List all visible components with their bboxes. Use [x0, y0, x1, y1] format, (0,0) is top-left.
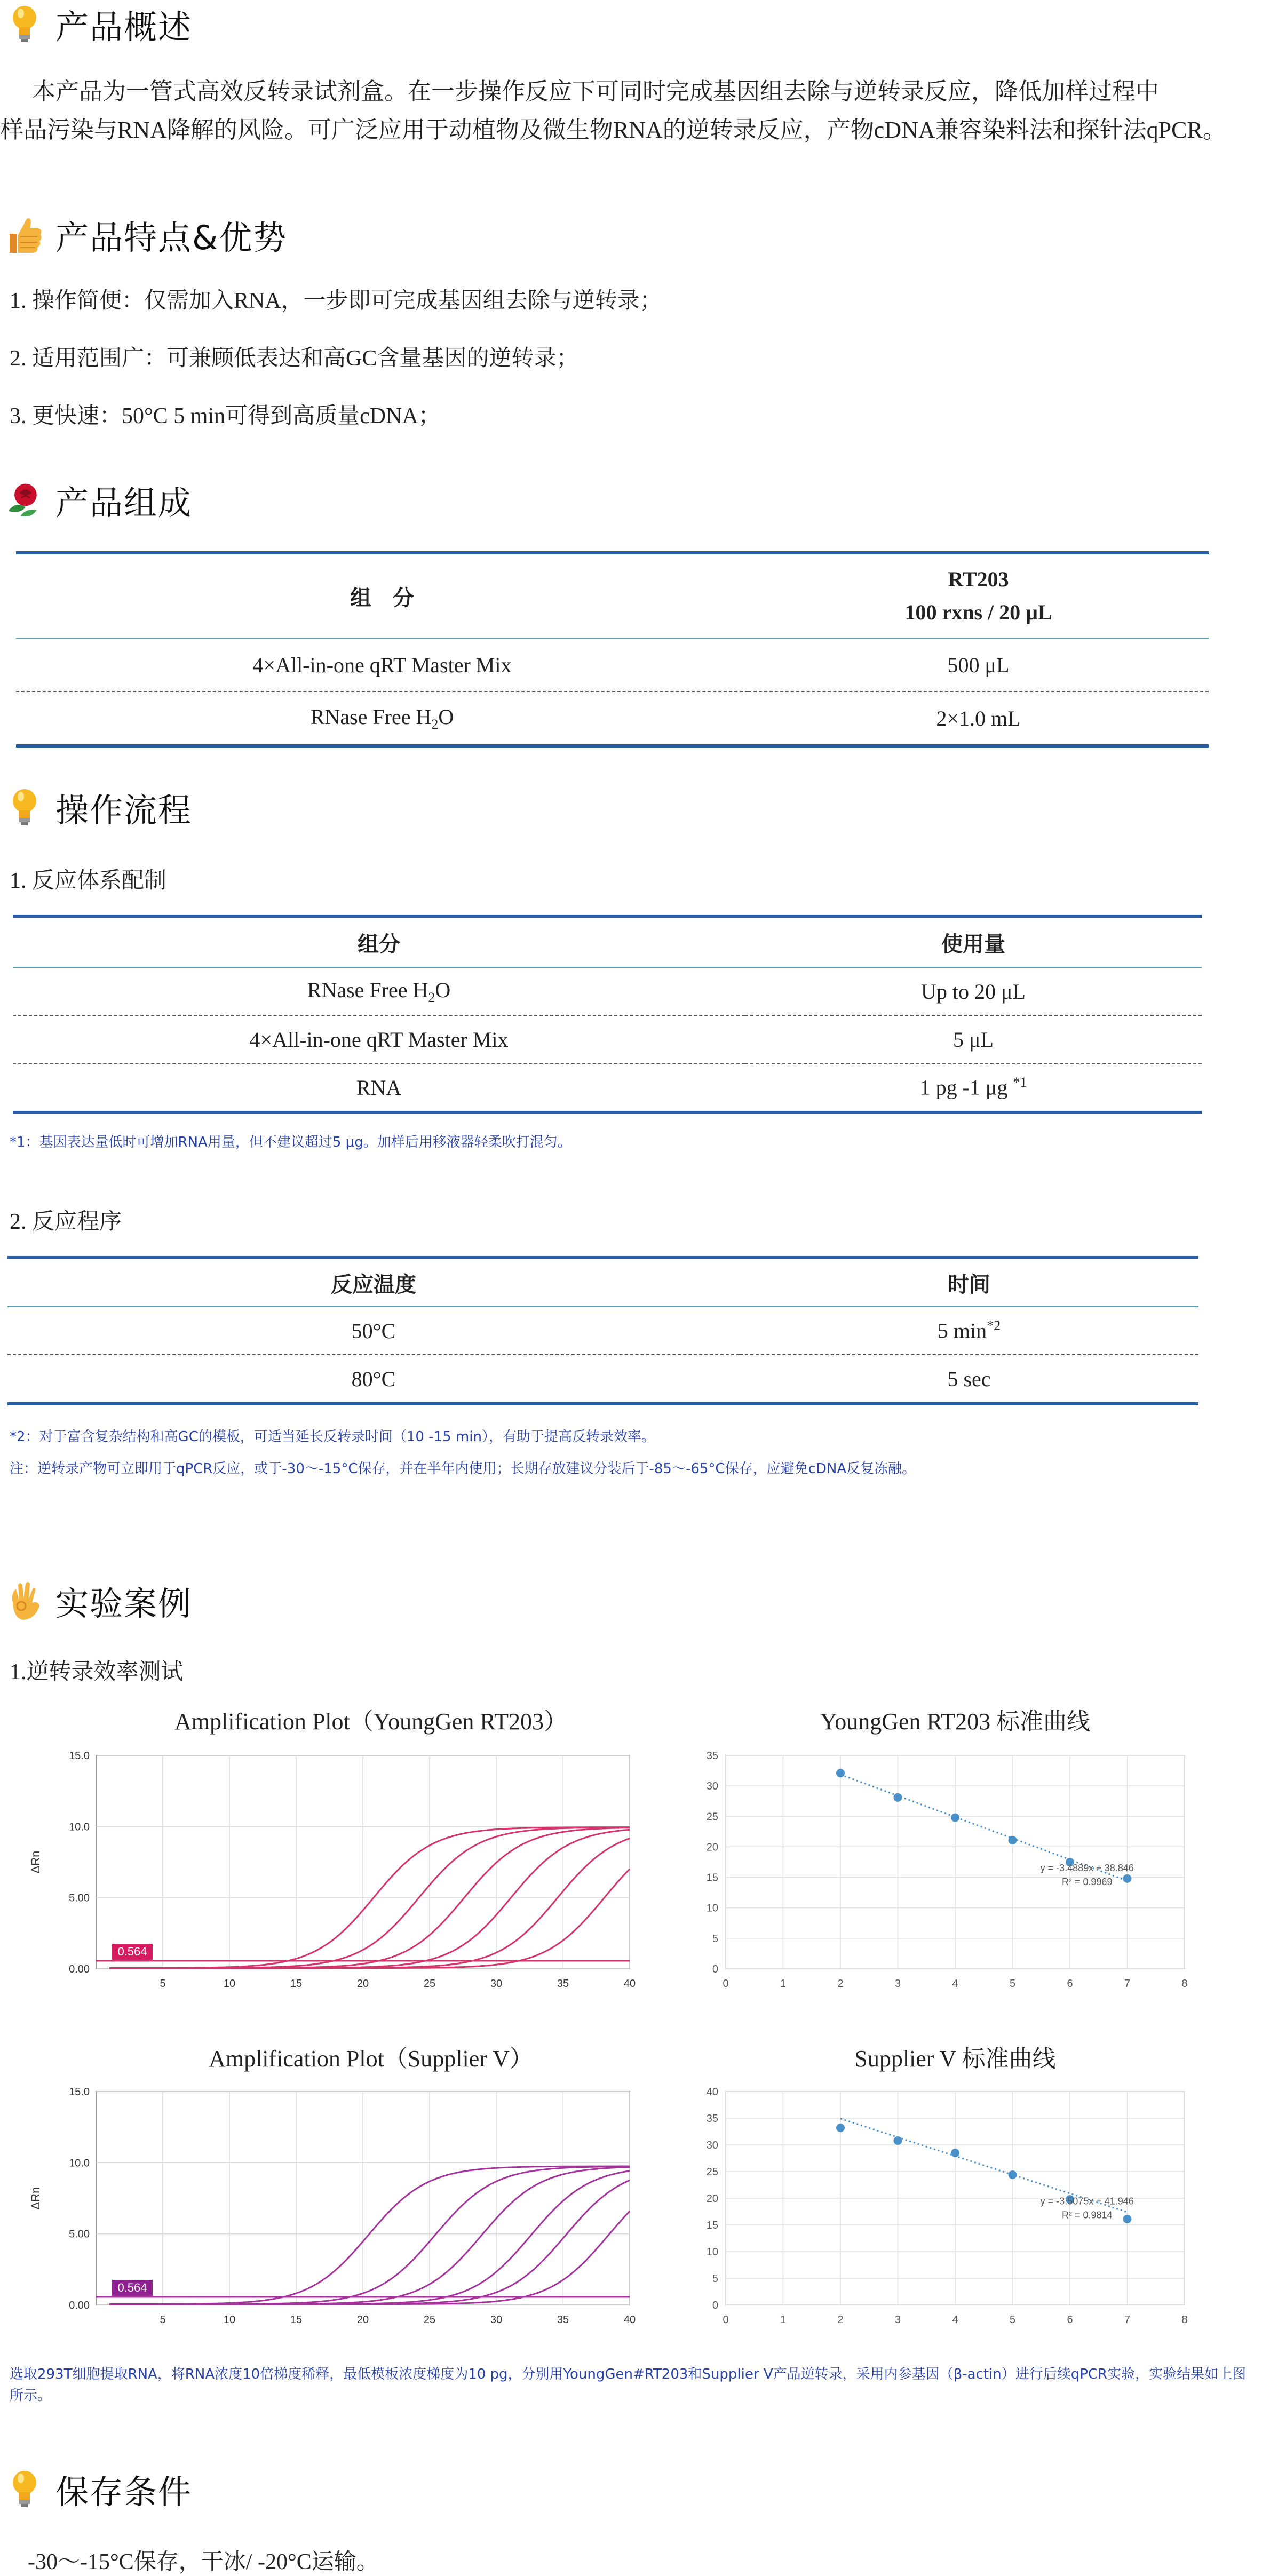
y-tick-label: 10 — [706, 2246, 718, 2258]
y-tick-label: 15.0 — [69, 1750, 90, 1762]
table-row — [7, 1355, 1198, 1404]
trendline-equation: y = -3.5075x + 41.946 — [1040, 2196, 1134, 2207]
x-tick-label: 30 — [490, 1978, 503, 1990]
table-header-row — [7, 1258, 1198, 1307]
list-item: 2. 适用范围广：可兼顾低表达和高GC含量基因的逆转录； — [10, 346, 579, 371]
data-point — [894, 1793, 902, 1802]
list-item: 1. 操作简便：仅需加入RNA，一步即可完成基因组去除与逆转录； — [10, 289, 662, 313]
list-item: 3. 更快速：50°C 5 min可得到高质量cDNA； — [10, 404, 441, 428]
overview-paragraph — [0, 73, 1278, 149]
y-axis-label: ΔRn — [29, 2187, 42, 2210]
subsection-title: 1. 反应体系配制 — [10, 869, 167, 893]
y-tick-label: 0.00 — [69, 1963, 90, 1975]
component-name: 4×All-in-one qRT Master Mix — [249, 1027, 509, 1052]
y-tick-label: 5 — [712, 1933, 718, 1945]
component-amount: 1 pg -1 μg $^{*1}$ — [919, 1075, 1027, 1100]
header-temperature: 反应温度 — [331, 1272, 416, 1297]
experiment-caption: 选取293T细胞提取RNA，将RNA浓度10倍梯度稀释，最低模板浓度梯度为10 pg，分别用YoungGen#RT203和Supplier V产品逆转录，采用内参基因（β-actin）进行后续qPCR实验，实验结果如上图所示。 — [10, 2366, 1247, 2404]
component-name: RNase Free $H_2O$ — [310, 704, 454, 732]
section-header-composition — [5, 476, 192, 524]
chart-title: Amplification Plot（Supplier V） — [209, 2046, 533, 2072]
lightbulb-icon — [5, 786, 44, 829]
y-tick-label: 0 — [712, 1963, 718, 1975]
x-tick-label: 1 — [780, 1978, 787, 1990]
subsection-title: 2. 反应程序 — [10, 1210, 122, 1234]
y-tick-label: 5.00 — [69, 1892, 90, 1904]
lightbulb-icon — [5, 3, 44, 45]
thumbs-up-icon — [5, 213, 44, 256]
data-point — [836, 2124, 845, 2132]
data-point — [1123, 2215, 1132, 2223]
time: 5 $\min^{*2}$ — [937, 1318, 1001, 1343]
data-point — [1123, 1874, 1132, 1883]
table-header-row — [16, 553, 1209, 638]
table-row — [7, 1307, 1198, 1355]
component-name: RNase Free $H_2O$ — [307, 977, 451, 1005]
table-header-row — [13, 916, 1202, 967]
table-row — [13, 967, 1202, 1015]
threshold-label: 0.564 — [117, 2280, 147, 2294]
component-amount: 500 μL — [947, 653, 1010, 677]
component-name: RNA — [356, 1075, 402, 1100]
x-tick-label: 8 — [1181, 2314, 1188, 2326]
composition-table — [16, 551, 1209, 748]
data-point — [951, 2149, 959, 2157]
section-title: 产品概述 — [55, 7, 193, 46]
component-amount: Up to 20 μL — [921, 979, 1026, 1004]
x-tick-label: 5 — [160, 1978, 166, 1990]
table-row — [13, 1063, 1202, 1112]
data-point — [836, 1769, 845, 1777]
section-title: 操作流程 — [55, 790, 193, 830]
section-header-overview — [5, 0, 192, 48]
storage-text: -30～-15°C保存，干冰/ -20°C运输。 — [28, 2550, 379, 2574]
x-tick-label: 10 — [223, 2314, 236, 2326]
lightbulb-icon — [5, 2468, 44, 2510]
section-header-storage — [5, 2465, 192, 2513]
x-tick-label: 5 — [160, 2314, 166, 2326]
y-tick-label: 15 — [706, 2220, 718, 2231]
subsection-title: 1.逆转录效率测试 — [10, 1660, 184, 1684]
x-tick-label: 0 — [723, 2314, 729, 2326]
y-tick-label: 20 — [706, 1841, 718, 1854]
temperature: 80°C — [351, 1366, 396, 1391]
y-tick-label: 30 — [706, 1780, 718, 1793]
section-header-features — [5, 211, 287, 259]
y-tick-label: 10 — [706, 1902, 718, 1914]
component-name: 4×All-in-one qRT Master Mix — [252, 653, 512, 677]
y-tick-label: 25 — [706, 1811, 718, 1823]
x-tick-label: 40 — [623, 1978, 636, 1990]
y-tick-label: 30 — [706, 2140, 718, 2151]
section-title: 保存条件 — [55, 2472, 193, 2511]
y-tick-label: 0 — [712, 2300, 718, 2311]
footnote: 注：逆转录产物可立即用于qPCR反应，或于-30～-15°C保存，并在半年内使用；长期存放建议分装后于-85～-65°C保存，应避免cDNA反复冻融。 — [10, 1461, 916, 1477]
section-title: 实验案例 — [55, 1584, 193, 1623]
ok-hand-icon — [5, 1579, 44, 1622]
standard-curve-younggen — [688, 1745, 1211, 2006]
table-row — [16, 691, 1209, 746]
features-list — [10, 283, 662, 456]
y-axis-label: ΔRn — [29, 1850, 42, 1874]
rose-icon — [5, 479, 44, 521]
x-tick-label: 2 — [837, 2314, 844, 2326]
component-amount: 2×1.0 mL — [936, 706, 1021, 730]
x-tick-label: 0 — [723, 1978, 729, 1990]
time: 5 sec — [947, 1366, 991, 1391]
chart-title: YoungGen RT203 标准曲线 — [820, 1708, 1091, 1735]
temperature: 50°C — [351, 1318, 396, 1343]
x-tick-label: 5 — [1009, 1978, 1016, 1990]
header-amount: 使用量 — [941, 932, 1005, 957]
r-squared-label: R² = 0.9969 — [1061, 1877, 1113, 1888]
standard-curve-supplier-v — [688, 2081, 1211, 2342]
threshold-label: 0.564 — [117, 1944, 147, 1958]
product-code: RT203 — [948, 567, 1009, 591]
x-tick-label: 35 — [557, 1978, 569, 1990]
x-tick-label: 1 — [780, 2314, 787, 2326]
amplification-plot-supplier-v — [21, 2081, 651, 2337]
overview-line: 样品污染与RNA降解的风险。可广泛应用于动植物及微生物RNA的逆转录反应，产物cDNA兼容染料法和探针法qPCR。 — [0, 117, 1226, 143]
y-tick-label: 5.00 — [69, 2228, 90, 2240]
overview-line: 本产品为一管式高效反转录试剂盒。在一步操作反应下可同时完成基因组去除与逆转录反应，降低加样过程中 — [32, 78, 1159, 105]
x-tick-label: 15 — [290, 2314, 303, 2326]
section-title: 产品组成 — [55, 483, 193, 522]
x-tick-label: 25 — [423, 2314, 436, 2326]
header-time: 时间 — [948, 1272, 990, 1297]
y-tick-label: 25 — [706, 2166, 718, 2178]
y-tick-label: 10.0 — [69, 1821, 90, 1833]
table-row — [16, 638, 1209, 691]
x-tick-label: 30 — [490, 2314, 503, 2326]
data-point — [1009, 1836, 1017, 1844]
x-tick-label: 15 — [290, 1978, 303, 1990]
reaction-setup-table — [13, 915, 1202, 1114]
table-row — [13, 1015, 1202, 1063]
x-tick-label: 35 — [557, 2314, 569, 2326]
r-squared-label: R² = 0.9814 — [1061, 2209, 1113, 2221]
footnote: *2：对于富含复杂结构和高GC的模板，可适当延长反转录时间（10 -15 min），有助于提高反转录效率。 — [10, 1429, 655, 1445]
y-tick-label: 0.00 — [69, 2300, 90, 2311]
footnote: *1：基因表达量低时可增加RNA用量，但不建议超过5 μg。加样后用移液器轻柔吹打混匀。 — [10, 1134, 571, 1150]
x-tick-label: 20 — [356, 2314, 369, 2326]
x-tick-label: 8 — [1181, 1978, 1188, 1990]
trendline-equation: y = -3.4889x + 38.846 — [1040, 1863, 1134, 1874]
y-tick-label: 15.0 — [69, 2086, 90, 2098]
header-product — [748, 553, 1209, 638]
data-point — [1009, 2170, 1017, 2179]
x-tick-label: 4 — [952, 1978, 958, 1990]
header-component: 组分 — [358, 932, 400, 957]
section-title: 产品特点&优势 — [55, 218, 288, 257]
x-tick-label: 3 — [894, 1978, 901, 1990]
data-point — [951, 1814, 959, 1822]
data-point — [894, 2136, 902, 2145]
y-tick-label: 5 — [712, 2273, 718, 2285]
y-tick-label: 35 — [706, 2113, 718, 2125]
x-tick-label: 5 — [1009, 2314, 1016, 2326]
x-tick-label: 40 — [623, 2314, 636, 2326]
x-tick-label: 3 — [894, 2314, 901, 2326]
y-tick-label: 20 — [706, 2193, 718, 2205]
component-amount: 5 μL — [953, 1027, 994, 1052]
product-spec: 100 rxns / 20 μL — [904, 600, 1052, 624]
x-tick-label: 25 — [423, 1978, 436, 1990]
x-tick-label: 6 — [1067, 2314, 1073, 2326]
section-header-procedure — [5, 783, 192, 831]
y-tick-label: 35 — [706, 1750, 718, 1762]
x-tick-label: 4 — [952, 2314, 958, 2326]
reaction-program-table — [7, 1256, 1198, 1405]
section-header-cases — [5, 1577, 192, 1625]
x-tick-label: 7 — [1124, 2314, 1131, 2326]
x-tick-label: 6 — [1067, 1978, 1073, 1990]
amplification-plot-younggen — [21, 1745, 651, 2001]
y-tick-label: 40 — [706, 2086, 718, 2098]
x-tick-label: 10 — [223, 1978, 236, 1990]
chart-title: Amplification Plot（YoungGen RT203） — [174, 1708, 567, 1735]
x-tick-label: 20 — [356, 1978, 369, 1990]
chart-title: Supplier V 标准曲线 — [854, 2046, 1056, 2072]
header-component: 组 分 — [350, 585, 414, 610]
y-tick-label: 10.0 — [69, 2157, 90, 2169]
x-tick-label: 2 — [837, 1978, 844, 1990]
x-tick-label: 7 — [1124, 1978, 1131, 1990]
y-tick-label: 15 — [706, 1872, 718, 1884]
